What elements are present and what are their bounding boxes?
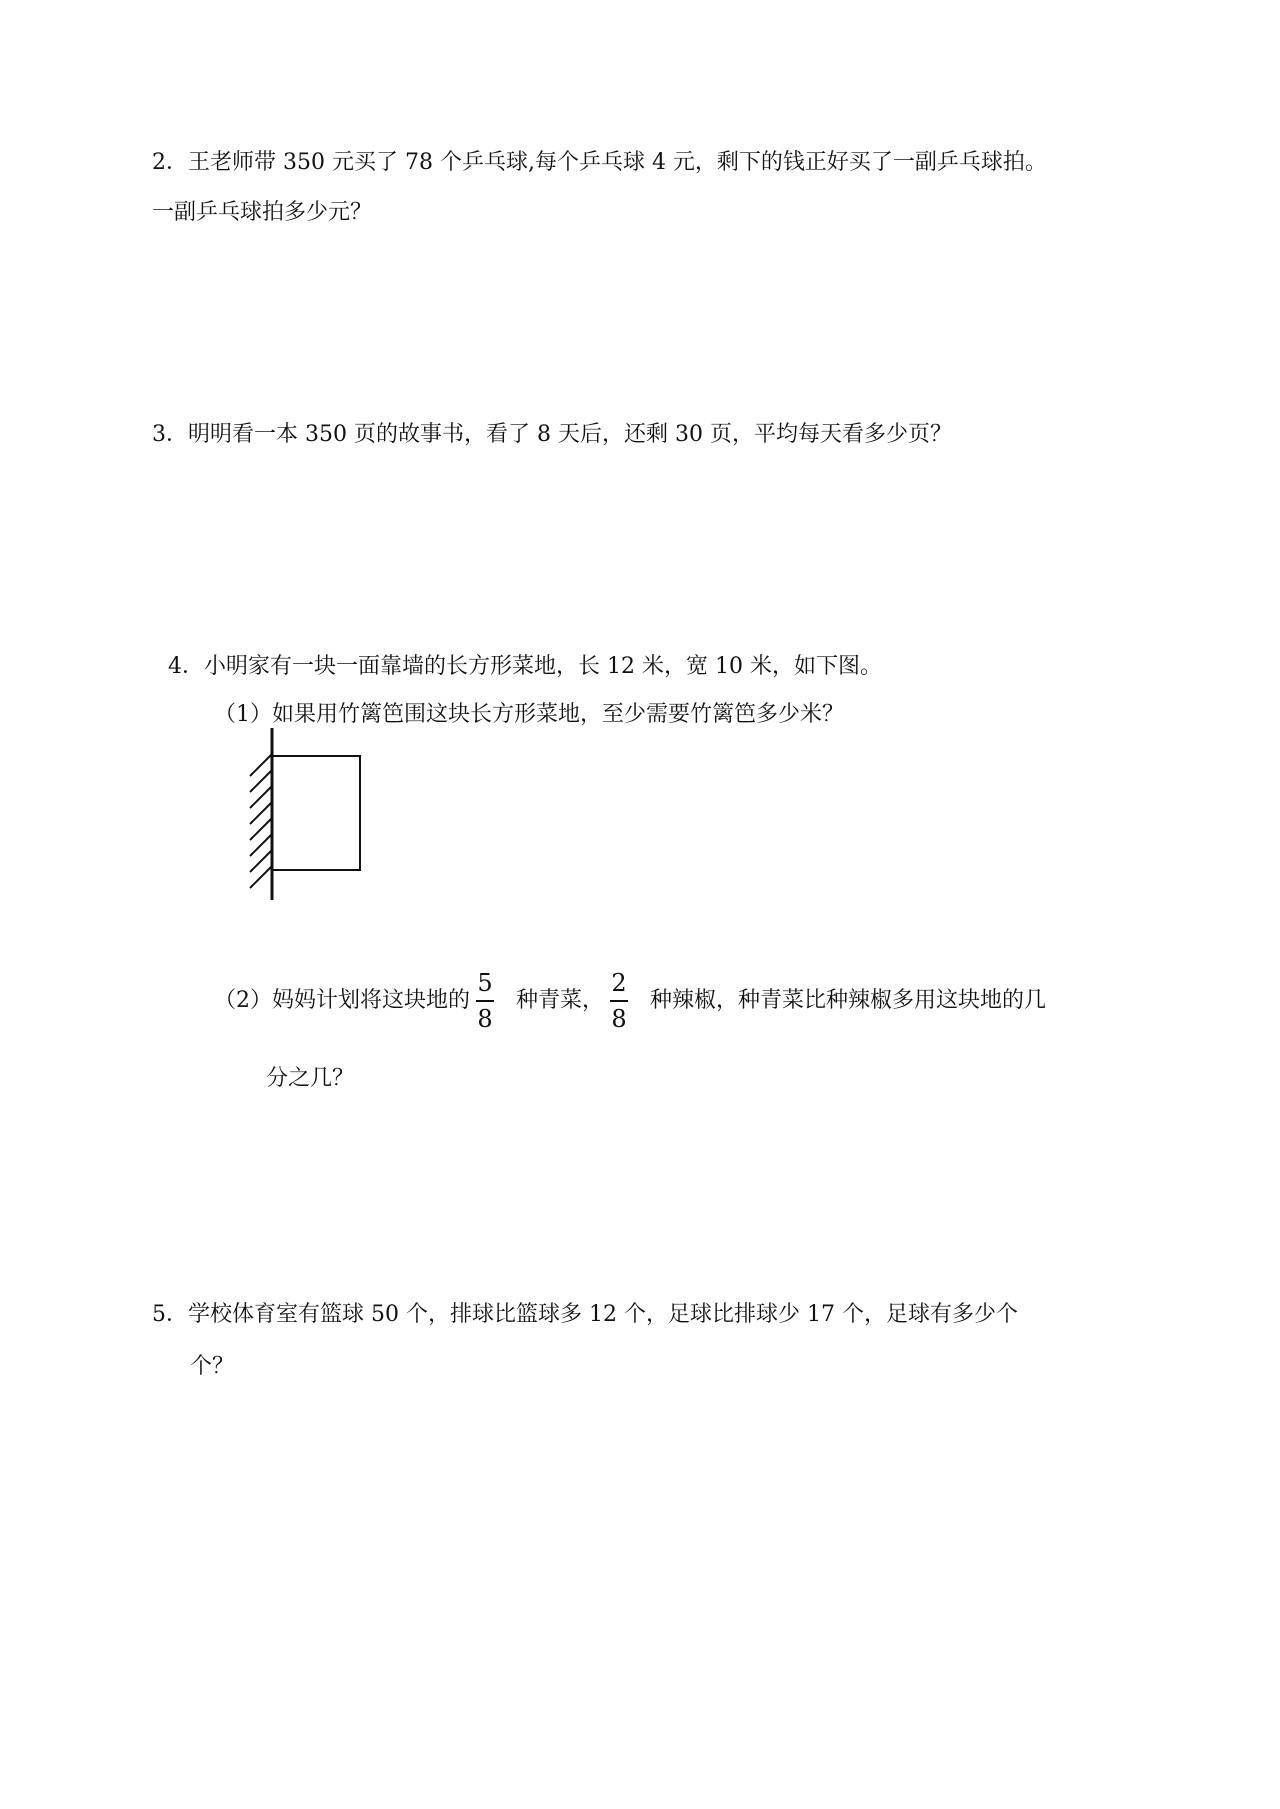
wall-hatching bbox=[250, 754, 272, 888]
question-4-part-1: （1）如果用竹篱笆围这块长方形菜地，至少需要竹篱笆多少米？ bbox=[214, 702, 844, 727]
fraction-1-denominator: 8 bbox=[477, 1004, 493, 1033]
question-2-text: 2．王老师带 350 元买了 78 个乒乓球,每个乒乓球 4 元，剩下的钱正好买了一副乒乓球拍。 bbox=[152, 150, 1047, 175]
question-2-text-continued: 一副乒乓球拍多少元？ bbox=[152, 200, 373, 225]
part-2-text-before: （2）妈妈计划将这块地的 bbox=[214, 987, 470, 1013]
question-5-text: 5．学校体育室有篮球 50 个，排球比篮球多 12 个，足球比排球少 17 个，足球有多少个 bbox=[152, 1302, 1018, 1327]
fraction-1-bar bbox=[476, 1000, 494, 1002]
fraction-two-eighths bbox=[610, 968, 628, 1034]
part-2-text-after: 种辣椒，种青菜比种辣椒多用这块地的几 bbox=[650, 987, 1047, 1013]
question-4-part-2-continued: 分之几？ bbox=[266, 1066, 355, 1091]
question-3-text: 3．明明看一本 350 页的故事书，看了 8 天后，还剩 30 页，平均每天看多少页？ bbox=[152, 422, 952, 447]
fraction-2-numerator: 2 bbox=[611, 969, 627, 997]
fraction-five-eighths bbox=[476, 968, 494, 1034]
part-2-text-middle: 种青菜， bbox=[516, 987, 605, 1013]
vegetable-plot-rectangle bbox=[272, 756, 360, 870]
fraction-2-denominator: 8 bbox=[611, 1004, 627, 1033]
fraction-2-bar bbox=[610, 1000, 628, 1002]
garden-wall-figure bbox=[236, 728, 376, 908]
question-4-part-2 bbox=[214, 968, 1046, 1034]
question-4-text: 4．小明家有一块一面靠墙的长方形菜地，长 12 米，宽 10 米，如下图。 bbox=[168, 654, 882, 679]
fraction-1-numerator: 5 bbox=[477, 969, 493, 997]
question-5-text-continued: 个？ bbox=[190, 1354, 235, 1379]
